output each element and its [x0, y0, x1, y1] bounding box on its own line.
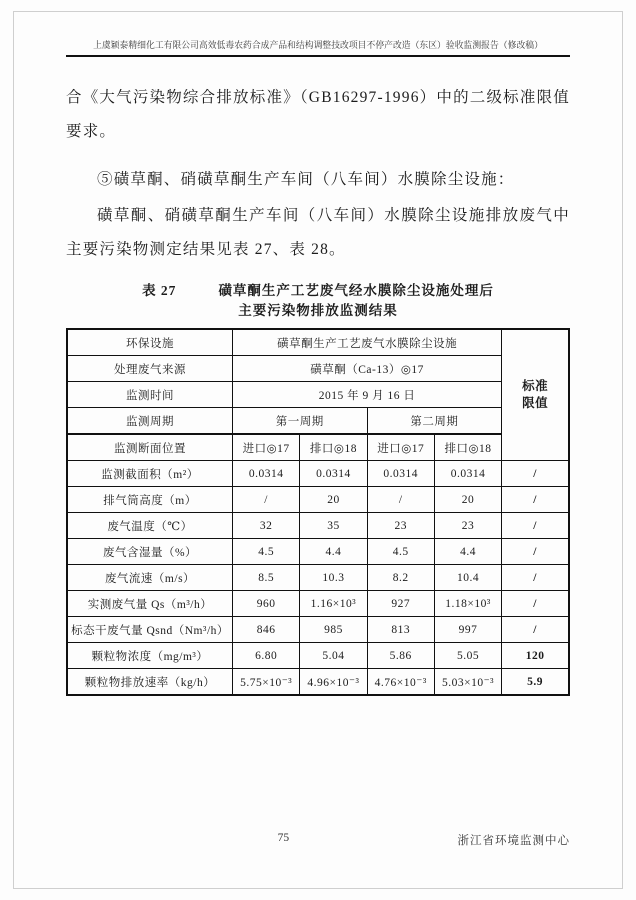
cell-value: 23	[367, 513, 434, 539]
cell-value: 0.0314	[300, 461, 367, 487]
cell-value: 1.16×10³	[300, 591, 367, 617]
cell-value: 0.0314	[233, 461, 300, 487]
table-row	[67, 329, 569, 356]
limit-value: /	[502, 565, 569, 591]
cell-value: 4.4	[434, 539, 501, 565]
cell-value: 8.2	[367, 565, 434, 591]
row-label: 实测废气量 Qs（m³/h）	[67, 591, 233, 617]
table-caption	[66, 281, 570, 321]
table-row	[67, 461, 569, 487]
page-number: 75	[277, 832, 290, 844]
table-caption-label: 表 27	[142, 283, 177, 298]
table-row	[67, 617, 569, 643]
cell-value: 5.75×10⁻³	[233, 669, 300, 696]
row-label: 颗粒物浓度（mg/m³）	[67, 643, 233, 669]
cell-value: 997	[434, 617, 501, 643]
cycle-2-label: 第二周期	[367, 408, 502, 435]
limit-value: /	[502, 539, 569, 565]
section-point: 进口◎17	[233, 434, 300, 461]
paragraph-standard-conclusion: 合《大气污染物综合排放标准》（GB16297-1996）中的二级标准限值要求。	[66, 89, 570, 140]
row-label: 处理废气来源	[67, 356, 233, 382]
cell-value: 985	[300, 617, 367, 643]
limit-value: /	[502, 513, 569, 539]
row-label: 监测周期	[67, 408, 233, 435]
table-row	[67, 408, 569, 435]
header-rule	[66, 55, 570, 57]
cell-value: 5.05	[434, 643, 501, 669]
cell-value: 813	[367, 617, 434, 643]
facility-value: 磺草酮生产工艺废气水膜除尘设施	[233, 329, 502, 356]
cell-value: 4.5	[233, 539, 300, 565]
cell-value: 10.3	[300, 565, 367, 591]
cell-value: 4.4	[300, 539, 367, 565]
limit-value: /	[502, 461, 569, 487]
table-row	[67, 513, 569, 539]
paragraph-results-intro: 磺草酮、硝磺草酮生产车间（八车间）水膜除尘设施排放废气中主要污染物测定结果见表 27、表 28。	[66, 207, 570, 258]
cell-value: 20	[300, 487, 367, 513]
date-value: 2015 年 9 月 16 日	[233, 382, 502, 408]
row-label: 废气温度（℃）	[67, 513, 233, 539]
standard-limit-header-line1: 标准	[522, 379, 549, 393]
table-row	[67, 356, 569, 382]
limit-value: /	[502, 617, 569, 643]
table-caption-title-line1: 磺草酮生产工艺废气经水膜除尘设施处理后	[218, 283, 494, 298]
cell-value: /	[233, 487, 300, 513]
paragraph-facility-heading: ⑤磺草酮、硝磺草酮生产车间（八车间）水膜除尘设施：	[97, 171, 515, 188]
limit-value: 120	[502, 643, 569, 669]
page-footer	[66, 832, 570, 848]
row-label: 颗粒物排放速率（kg/h）	[67, 669, 233, 696]
cell-value: 960	[233, 591, 300, 617]
table-row	[67, 643, 569, 669]
cell-value: 8.5	[233, 565, 300, 591]
cell-value: 5.86	[367, 643, 434, 669]
table-row	[67, 591, 569, 617]
source-value: 磺草酮（Ca-13）◎17	[233, 356, 502, 382]
section-point: 排口◎18	[300, 434, 367, 461]
row-label: 监测截面积（m²）	[67, 461, 233, 487]
cell-value: /	[367, 487, 434, 513]
cell-value: 5.03×10⁻³	[434, 669, 501, 696]
table-row	[67, 565, 569, 591]
cell-value: 35	[300, 513, 367, 539]
footer-organization: 浙江省环境监测中心	[457, 835, 570, 847]
cell-value: 23	[434, 513, 501, 539]
limit-value: /	[502, 591, 569, 617]
cell-value: 20	[434, 487, 501, 513]
row-label: 标态干废气量 Qsnd（Nm³/h）	[67, 617, 233, 643]
row-label: 监测断面位置	[67, 434, 233, 461]
table-row	[67, 382, 569, 408]
table-row	[67, 487, 569, 513]
row-label: 排气筒高度（m）	[67, 487, 233, 513]
row-label: 环保设施	[67, 329, 233, 356]
cell-value: 846	[233, 617, 300, 643]
table-row	[67, 434, 569, 461]
table-caption-title-line2: 主要污染物排放监测结果	[238, 303, 398, 318]
table-row	[67, 669, 569, 696]
running-header: 上虞颖泰精细化工有限公司高效低毒农药合成产品和结构调整技改项目不停产改造（东区）验收监测报告（修改稿）	[93, 40, 543, 50]
row-label: 监测时间	[67, 382, 233, 408]
section-point: 排口◎18	[434, 434, 501, 461]
cell-value: 4.96×10⁻³	[300, 669, 367, 696]
cell-value: 10.4	[434, 565, 501, 591]
table-row	[67, 539, 569, 565]
standard-limit-header-line2: 限值	[522, 396, 549, 410]
limit-value: /	[502, 487, 569, 513]
cell-value: 0.0314	[434, 461, 501, 487]
cell-value: 4.76×10⁻³	[367, 669, 434, 696]
cell-value: 927	[367, 591, 434, 617]
cell-value: 1.18×10³	[434, 591, 501, 617]
cell-value: 0.0314	[367, 461, 434, 487]
limit-value: 5.9	[502, 669, 569, 696]
cycle-1-label: 第一周期	[233, 408, 368, 435]
section-point: 进口◎17	[367, 434, 434, 461]
report-page	[66, 0, 570, 696]
cell-value: 5.04	[300, 643, 367, 669]
row-label: 废气流速（m/s）	[67, 565, 233, 591]
cell-value: 4.5	[367, 539, 434, 565]
row-label: 废气含湿量（%）	[67, 539, 233, 565]
cell-value: 32	[233, 513, 300, 539]
cell-value: 6.80	[233, 643, 300, 669]
standard-limit-header	[502, 329, 569, 461]
monitoring-results-table	[66, 328, 570, 696]
